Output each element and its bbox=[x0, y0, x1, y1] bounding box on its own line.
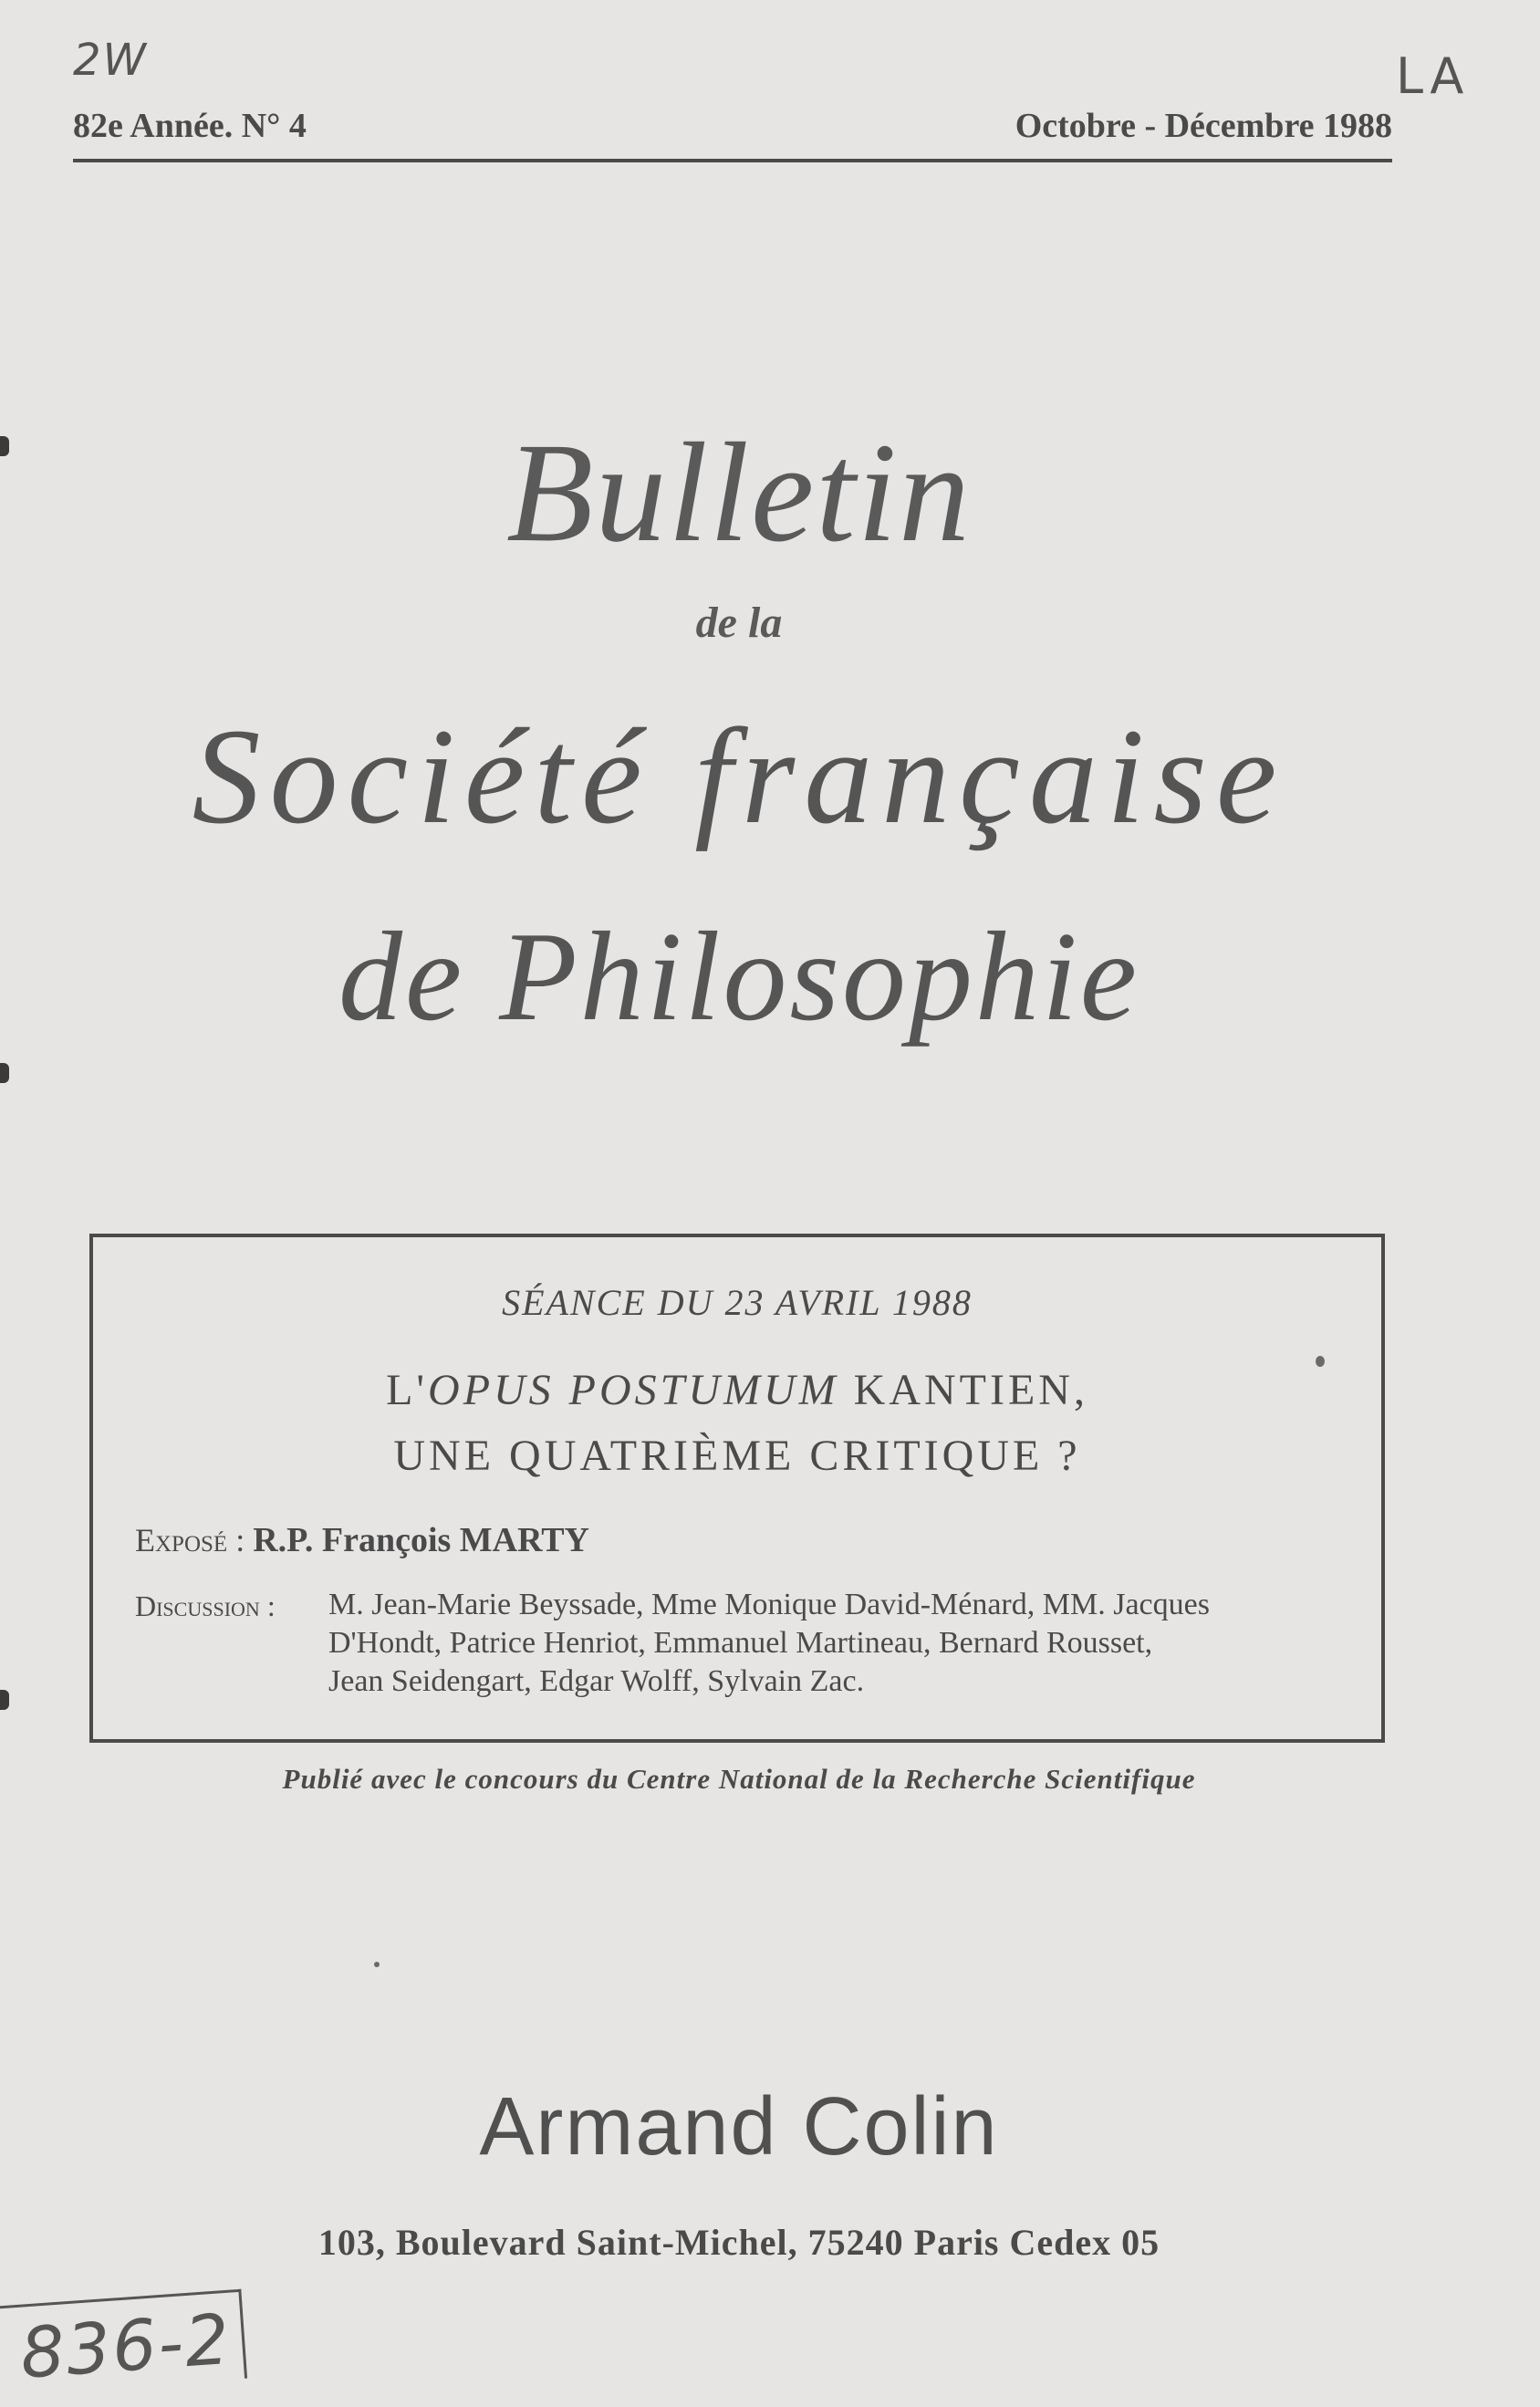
binding-mark bbox=[0, 1063, 9, 1083]
issue-header bbox=[73, 100, 1392, 162]
theme-rest: KANTIEN, bbox=[838, 1366, 1088, 1414]
seance-theme-line2: UNE QUATRIÈME CRITIQUE ? bbox=[393, 1432, 1081, 1480]
publisher-name: Armand Colin bbox=[479, 2081, 999, 2173]
discussion-label-line: Discussion : bbox=[135, 1589, 276, 1622]
discussion-participants bbox=[328, 1586, 1361, 1701]
expose-line: Exposé : R.P. François MARTY bbox=[135, 1521, 589, 1559]
expose-name: R.P. François MARTY bbox=[253, 1521, 589, 1559]
seance-theme-line1 bbox=[93, 1365, 1381, 1415]
handwritten-note-top-left: 2W bbox=[73, 35, 148, 86]
discussion-line: D'Hondt, Patrice Henriot, Emmanuel Martineau, Bernard Rousset, bbox=[328, 1626, 1153, 1660]
issue-period: Octobre - Décembre 1988 bbox=[1015, 107, 1392, 145]
seance-box bbox=[89, 1234, 1385, 1743]
title-de-philosophie: de Philosophie bbox=[338, 906, 1139, 1047]
issue-number: 82e Année. N° 4 bbox=[73, 107, 307, 145]
handwritten-note-top-right: LA bbox=[1396, 47, 1470, 105]
seance-date: SÉANCE DU 23 AVRIL 1988 bbox=[502, 1282, 973, 1323]
title-bulletin: Bulletin bbox=[506, 413, 972, 571]
discussion-line: M. Jean-Marie Beyssade, Mme Monique David-Ménard, MM. Jacques bbox=[328, 1588, 1210, 1621]
discussion-line: Jean Seidengart, Edgar Wolff, Sylvain Zac. bbox=[328, 1664, 865, 1698]
publisher-address: 103, Boulevard Saint-Michel, 75240 Paris Cedex 05 bbox=[317, 2222, 1160, 2263]
handwritten-note-bottom-left: 836-2 bbox=[0, 2289, 247, 2395]
theme-prefix: L' bbox=[386, 1366, 429, 1414]
ink-speck bbox=[374, 1962, 380, 1967]
discussion-label: Discussion bbox=[135, 1589, 260, 1622]
ink-speck bbox=[1316, 1356, 1325, 1367]
binding-mark bbox=[0, 1690, 9, 1710]
title-de-la: de la bbox=[695, 599, 783, 647]
expose-label: Exposé bbox=[135, 1522, 228, 1558]
theme-italic: OPUS POSTUMUM bbox=[428, 1366, 839, 1414]
cnrs-credit: Publié avec le concours du Centre National de la Recherche Scientifique bbox=[282, 1763, 1196, 1795]
binding-mark bbox=[0, 436, 9, 456]
title-societe-francaise: Société française bbox=[192, 701, 1286, 852]
